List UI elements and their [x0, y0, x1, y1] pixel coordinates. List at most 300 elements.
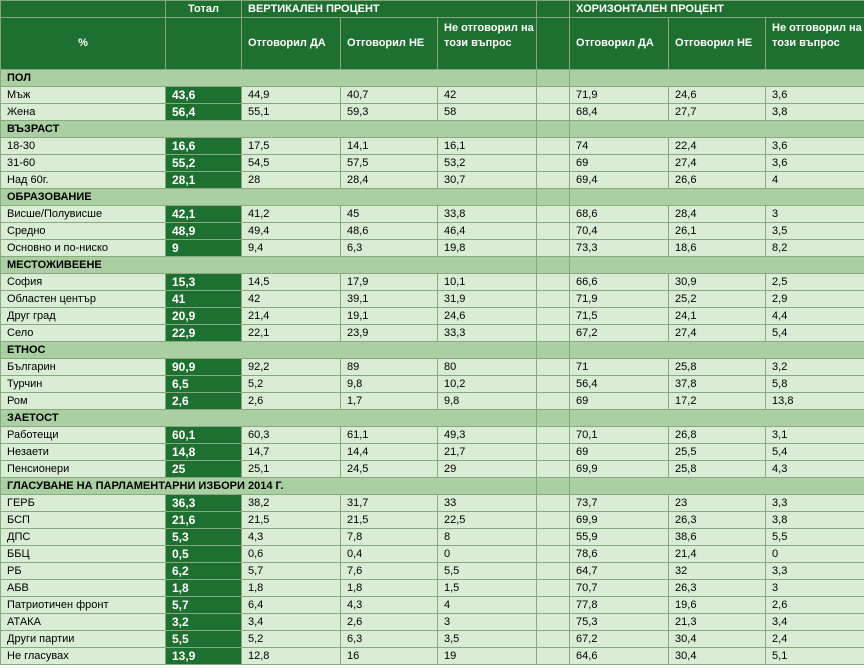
vertical-yes-cell: 60,3: [242, 427, 341, 444]
horizontal-na-cell: 4: [766, 172, 864, 189]
row-gap-cell: [537, 376, 570, 393]
horizontal-na-cell: 3,6: [766, 138, 864, 155]
vertical-no-cell: 40,7: [341, 87, 438, 104]
horizontal-yes-cell: 56,4: [570, 376, 669, 393]
horizontal-no-cell: 25,2: [669, 291, 766, 308]
horizontal-no-cell: 26,3: [669, 512, 766, 529]
vertical-no-cell: 28,4: [341, 172, 438, 189]
row-label: Над 60г.: [1, 172, 166, 189]
row-gap-cell: [537, 580, 570, 597]
vertical-no-cell: 57,5: [341, 155, 438, 172]
vertical-yes-cell: 55,1: [242, 104, 341, 121]
section-title: ЗАЕТОСТ: [1, 410, 537, 427]
row-gap-cell: [537, 240, 570, 257]
total-cell: 21,6: [166, 512, 242, 529]
table-row: [1, 614, 864, 631]
row-gap-cell: [537, 393, 570, 410]
horizontal-na-cell: 2,4: [766, 631, 864, 648]
row-label: Патриотичен фронт: [1, 597, 166, 614]
vertical-yes-cell: 4,3: [242, 529, 341, 546]
vertical-no-cell: 6,3: [341, 240, 438, 257]
row-gap-cell: [537, 563, 570, 580]
row-label: Не гласувах: [1, 648, 166, 665]
vertical-no-cell: 89: [341, 359, 438, 376]
vertical-no-header: Отговорил НЕ: [341, 18, 438, 70]
vertical-na-cell: 3,5: [438, 631, 537, 648]
total-subheader-empty: [166, 18, 242, 70]
vertical-na-cell: 53,2: [438, 155, 537, 172]
row-label: Работещи: [1, 427, 166, 444]
vertical-yes-cell: 42: [242, 291, 341, 308]
vertical-no-cell: 7,8: [341, 529, 438, 546]
section-header-row: [1, 70, 864, 87]
horizontal-no-cell: 30,4: [669, 631, 766, 648]
total-cell: 15,3: [166, 274, 242, 291]
horizontal-no-cell: 23: [669, 495, 766, 512]
vertical-no-cell: 23,9: [341, 325, 438, 342]
row-label: ГЕРБ: [1, 495, 166, 512]
row-gap-cell: [537, 512, 570, 529]
horizontal-yes-cell: 69,4: [570, 172, 669, 189]
table-row: [1, 427, 864, 444]
vertical-na-cell: 19,8: [438, 240, 537, 257]
vertical-no-cell: 39,1: [341, 291, 438, 308]
section-title: ЕТНОС: [1, 342, 537, 359]
horizontal-na-cell: 2,6: [766, 597, 864, 614]
row-gap-cell: [537, 648, 570, 665]
vertical-no-cell: 7,6: [341, 563, 438, 580]
total-cell: 2,6: [166, 393, 242, 410]
horizontal-na-cell: 8,2: [766, 240, 864, 257]
horizontal-na-cell: 2,5: [766, 274, 864, 291]
row-label: Незаети: [1, 444, 166, 461]
horizontal-no-cell: 26,8: [669, 427, 766, 444]
section-title: ОБРАЗОВАНИЕ: [1, 189, 537, 206]
row-gap-cell: [537, 308, 570, 325]
horizontal-na-cell: 3,6: [766, 87, 864, 104]
table-row: [1, 648, 864, 665]
row-label: БСП: [1, 512, 166, 529]
horizontal-yes-cell: 73,3: [570, 240, 669, 257]
table-row: [1, 138, 864, 155]
horizontal-na-cell: 4,3: [766, 461, 864, 478]
horizontal-na-cell: 3,5: [766, 223, 864, 240]
horizontal-na-cell: 5,8: [766, 376, 864, 393]
vertical-na-cell: 80: [438, 359, 537, 376]
table-row: [1, 563, 864, 580]
row-gap-cell: [537, 291, 570, 308]
row-gap-cell: [537, 359, 570, 376]
section-gap-cell: [537, 189, 570, 206]
row-label: Пенсионери: [1, 461, 166, 478]
table-row: [1, 597, 864, 614]
table-row: [1, 206, 864, 223]
vertical-na-cell: 8: [438, 529, 537, 546]
section-header-row: [1, 342, 864, 359]
horizontal-na-cell: 3,8: [766, 512, 864, 529]
vertical-no-cell: 14,4: [341, 444, 438, 461]
row-gap-cell: [537, 614, 570, 631]
vertical-na-cell: 30,7: [438, 172, 537, 189]
section-right-empty: [570, 257, 864, 274]
total-cell: 5,5: [166, 631, 242, 648]
header-gap-cell: [537, 1, 570, 18]
vertical-percent-header: ВЕРТИКАЛЕН ПРОЦЕНТ: [242, 1, 537, 18]
total-cell: 16,6: [166, 138, 242, 155]
row-label: ДПС: [1, 529, 166, 546]
vertical-na-cell: 49,3: [438, 427, 537, 444]
row-gap-cell: [537, 427, 570, 444]
table-row: [1, 223, 864, 240]
row-label: Други партии: [1, 631, 166, 648]
row-label: Ром: [1, 393, 166, 410]
section-gap-cell: [537, 478, 570, 495]
horizontal-no-header: Отговорил НЕ: [669, 18, 766, 70]
vertical-no-cell: 9,8: [341, 376, 438, 393]
horizontal-na-cell: 2,9: [766, 291, 864, 308]
horizontal-no-cell: 24,1: [669, 308, 766, 325]
vertical-na-cell: 33,8: [438, 206, 537, 223]
vertical-no-cell: 24,5: [341, 461, 438, 478]
horizontal-no-cell: 25,5: [669, 444, 766, 461]
vertical-na-cell: 5,5: [438, 563, 537, 580]
row-label: РБ: [1, 563, 166, 580]
vertical-yes-cell: 12,8: [242, 648, 341, 665]
total-cell: 13,9: [166, 648, 242, 665]
vertical-na-cell: 33: [438, 495, 537, 512]
total-cell: 28,1: [166, 172, 242, 189]
section-right-empty: [570, 121, 864, 138]
horizontal-yes-cell: 71,9: [570, 291, 669, 308]
horizontal-no-cell: 27,7: [669, 104, 766, 121]
vertical-na-cell: 46,4: [438, 223, 537, 240]
total-cell: 14,8: [166, 444, 242, 461]
horizontal-yes-cell: 68,4: [570, 104, 669, 121]
section-title: МЕСТОЖИВЕЕНЕ: [1, 257, 537, 274]
vertical-yes-cell: 5,2: [242, 376, 341, 393]
row-label: Основно и по-ниско: [1, 240, 166, 257]
vertical-yes-cell: 2,6: [242, 393, 341, 410]
vertical-yes-cell: 9,4: [242, 240, 341, 257]
row-gap-cell: [537, 104, 570, 121]
row-label: София: [1, 274, 166, 291]
horizontal-no-cell: 25,8: [669, 359, 766, 376]
table-row: [1, 104, 864, 121]
total-cell: 3,2: [166, 614, 242, 631]
horizontal-yes-header: Отговорил ДА: [570, 18, 669, 70]
vertical-no-cell: 16: [341, 648, 438, 665]
row-label: Областен център: [1, 291, 166, 308]
horizontal-yes-cell: 67,2: [570, 325, 669, 342]
row-label: Мъж: [1, 87, 166, 104]
row-label: 31-60: [1, 155, 166, 172]
vertical-yes-cell: 5,2: [242, 631, 341, 648]
horizontal-no-cell: 37,8: [669, 376, 766, 393]
horizontal-no-cell: 17,2: [669, 393, 766, 410]
table-row: [1, 274, 864, 291]
header-row-columns: [1, 18, 864, 70]
section-title: ГЛАСУВАНЕ НА ПАРЛАМЕНТАРНИ ИЗБОРИ 2014 Г.: [1, 478, 537, 495]
section-right-empty: [570, 189, 864, 206]
table-row: [1, 359, 864, 376]
horizontal-yes-cell: 71: [570, 359, 669, 376]
horizontal-na-cell: 3,3: [766, 495, 864, 512]
vertical-yes-cell: 21,4: [242, 308, 341, 325]
row-gap-cell: [537, 529, 570, 546]
horizontal-no-cell: 25,8: [669, 461, 766, 478]
vertical-na-cell: 9,8: [438, 393, 537, 410]
section-gap-cell: [537, 70, 570, 87]
horizontal-no-cell: 30,4: [669, 648, 766, 665]
section-gap-cell: [537, 257, 570, 274]
vertical-na-header: Не отговорил на този въпрос: [438, 18, 537, 70]
horizontal-yes-cell: 69,9: [570, 461, 669, 478]
horizontal-percent-header: ХОРИЗОНТАЛЕН ПРОЦЕНТ: [570, 1, 864, 18]
horizontal-yes-cell: 68,6: [570, 206, 669, 223]
section-right-empty: [570, 342, 864, 359]
horizontal-yes-cell: 69: [570, 155, 669, 172]
total-cell: 90,9: [166, 359, 242, 376]
total-cell: 0,5: [166, 546, 242, 563]
row-gap-cell: [537, 546, 570, 563]
table-row: [1, 376, 864, 393]
section-title: ПОЛ: [1, 70, 537, 87]
vertical-yes-cell: 1,8: [242, 580, 341, 597]
vertical-yes-cell: 41,2: [242, 206, 341, 223]
vertical-no-cell: 4,3: [341, 597, 438, 614]
horizontal-yes-cell: 69: [570, 444, 669, 461]
vertical-yes-cell: 49,4: [242, 223, 341, 240]
horizontal-na-cell: 3,1: [766, 427, 864, 444]
percent-header: %: [1, 18, 166, 70]
vertical-na-cell: 21,7: [438, 444, 537, 461]
row-label: 18-30: [1, 138, 166, 155]
vertical-na-cell: 29: [438, 461, 537, 478]
vertical-yes-cell: 28: [242, 172, 341, 189]
horizontal-na-cell: 5,4: [766, 444, 864, 461]
horizontal-yes-cell: 71,5: [570, 308, 669, 325]
vertical-no-cell: 0,4: [341, 546, 438, 563]
vertical-yes-cell: 54,5: [242, 155, 341, 172]
vertical-no-cell: 17,9: [341, 274, 438, 291]
horizontal-no-cell: 38,6: [669, 529, 766, 546]
table-body: [1, 70, 864, 665]
horizontal-no-cell: 26,1: [669, 223, 766, 240]
row-gap-cell: [537, 444, 570, 461]
row-label: Българин: [1, 359, 166, 376]
horizontal-no-cell: 26,3: [669, 580, 766, 597]
vertical-yes-cell: 22,1: [242, 325, 341, 342]
horizontal-na-cell: 3,2: [766, 359, 864, 376]
horizontal-yes-cell: 55,9: [570, 529, 669, 546]
section-right-empty: [570, 410, 864, 427]
vertical-no-cell: 1,8: [341, 580, 438, 597]
horizontal-na-header: Не отговорил на този въпрос: [766, 18, 864, 70]
vertical-yes-cell: 21,5: [242, 512, 341, 529]
table-row: [1, 291, 864, 308]
vertical-no-cell: 6,3: [341, 631, 438, 648]
total-cell: 56,4: [166, 104, 242, 121]
vertical-na-cell: 4: [438, 597, 537, 614]
vertical-yes-cell: 44,9: [242, 87, 341, 104]
horizontal-na-cell: 5,5: [766, 529, 864, 546]
row-label: АБВ: [1, 580, 166, 597]
row-gap-cell: [537, 597, 570, 614]
horizontal-yes-cell: 64,7: [570, 563, 669, 580]
horizontal-yes-cell: 70,1: [570, 427, 669, 444]
row-gap-cell: [537, 206, 570, 223]
horizontal-na-cell: 5,1: [766, 648, 864, 665]
vertical-yes-cell: 6,4: [242, 597, 341, 614]
horizontal-yes-cell: 67,2: [570, 631, 669, 648]
horizontal-no-cell: 26,6: [669, 172, 766, 189]
row-gap-cell: [537, 274, 570, 291]
horizontal-no-cell: 18,6: [669, 240, 766, 257]
vertical-no-cell: 45: [341, 206, 438, 223]
row-gap-cell: [537, 325, 570, 342]
horizontal-yes-cell: 73,7: [570, 495, 669, 512]
horizontal-yes-cell: 74: [570, 138, 669, 155]
horizontal-yes-cell: 69,9: [570, 512, 669, 529]
vertical-na-cell: 19: [438, 648, 537, 665]
table-row: [1, 512, 864, 529]
table-row: [1, 172, 864, 189]
vertical-no-cell: 61,1: [341, 427, 438, 444]
section-title: ВЪЗРАСТ: [1, 121, 537, 138]
total-cell: 5,3: [166, 529, 242, 546]
total-cell: 1,8: [166, 580, 242, 597]
vertical-na-cell: 0: [438, 546, 537, 563]
vertical-no-cell: 19,1: [341, 308, 438, 325]
section-header-row: [1, 257, 864, 274]
horizontal-yes-cell: 75,3: [570, 614, 669, 631]
total-cell: 20,9: [166, 308, 242, 325]
row-label: Село: [1, 325, 166, 342]
section-header-row: [1, 410, 864, 427]
section-header-row: [1, 189, 864, 206]
vertical-no-cell: 48,6: [341, 223, 438, 240]
table-row: [1, 308, 864, 325]
vertical-na-cell: 42: [438, 87, 537, 104]
table-row: [1, 325, 864, 342]
horizontal-yes-cell: 66,6: [570, 274, 669, 291]
vertical-yes-cell: 5,7: [242, 563, 341, 580]
horizontal-na-cell: 3,3: [766, 563, 864, 580]
vertical-yes-cell: 0,6: [242, 546, 341, 563]
vertical-yes-cell: 17,5: [242, 138, 341, 155]
row-gap-cell: [537, 87, 570, 104]
horizontal-yes-cell: 78,6: [570, 546, 669, 563]
horizontal-no-cell: 27,4: [669, 325, 766, 342]
horizontal-na-cell: 5,4: [766, 325, 864, 342]
section-header-row: [1, 478, 864, 495]
vertical-na-cell: 3: [438, 614, 537, 631]
vertical-yes-cell: 38,2: [242, 495, 341, 512]
vertical-no-cell: 1,7: [341, 393, 438, 410]
horizontal-no-cell: 28,4: [669, 206, 766, 223]
row-gap-cell: [537, 495, 570, 512]
horizontal-no-cell: 21,3: [669, 614, 766, 631]
horizontal-yes-cell: 77,8: [570, 597, 669, 614]
row-gap-cell: [537, 631, 570, 648]
horizontal-na-cell: 0: [766, 546, 864, 563]
total-cell: 41: [166, 291, 242, 308]
total-cell: 5,7: [166, 597, 242, 614]
horizontal-no-cell: 32: [669, 563, 766, 580]
horizontal-na-cell: 3,8: [766, 104, 864, 121]
horizontal-no-cell: 22,4: [669, 138, 766, 155]
row-gap-cell: [537, 223, 570, 240]
horizontal-yes-cell: 71,9: [570, 87, 669, 104]
vertical-yes-cell: 14,7: [242, 444, 341, 461]
section-gap-cell: [537, 121, 570, 138]
total-cell: 6,5: [166, 376, 242, 393]
table-row: [1, 444, 864, 461]
row-label: ББЦ: [1, 546, 166, 563]
horizontal-na-cell: 13,8: [766, 393, 864, 410]
horizontal-no-cell: 21,4: [669, 546, 766, 563]
horizontal-na-cell: 3: [766, 580, 864, 597]
horizontal-na-cell: 3,6: [766, 155, 864, 172]
vertical-no-cell: 59,3: [341, 104, 438, 121]
vertical-yes-cell: 3,4: [242, 614, 341, 631]
vertical-na-cell: 16,1: [438, 138, 537, 155]
section-header-row: [1, 121, 864, 138]
table-row: [1, 580, 864, 597]
row-label: Средно: [1, 223, 166, 240]
vertical-na-cell: 58: [438, 104, 537, 121]
table-row: [1, 461, 864, 478]
vertical-yes-cell: 92,2: [242, 359, 341, 376]
table-row: [1, 240, 864, 257]
total-cell: 43,6: [166, 87, 242, 104]
table-row: [1, 155, 864, 172]
total-cell: 22,9: [166, 325, 242, 342]
vertical-no-cell: 21,5: [341, 512, 438, 529]
row-label: Висше/Полувисше: [1, 206, 166, 223]
horizontal-na-cell: 3,4: [766, 614, 864, 631]
table-row: [1, 87, 864, 104]
total-cell: 6,2: [166, 563, 242, 580]
header-empty-cell: [1, 1, 166, 18]
row-gap-cell: [537, 138, 570, 155]
vertical-na-cell: 1,5: [438, 580, 537, 597]
vertical-yes-header: Отговорил ДА: [242, 18, 341, 70]
horizontal-yes-cell: 70,4: [570, 223, 669, 240]
row-label: АТАКА: [1, 614, 166, 631]
vertical-na-cell: 22,5: [438, 512, 537, 529]
vertical-na-cell: 24,6: [438, 308, 537, 325]
vertical-yes-cell: 14,5: [242, 274, 341, 291]
section-right-empty: [570, 70, 864, 87]
row-label: Жена: [1, 104, 166, 121]
horizontal-yes-cell: 69: [570, 393, 669, 410]
row-gap-cell: [537, 155, 570, 172]
total-cell: 9: [166, 240, 242, 257]
table-row: [1, 495, 864, 512]
vertical-yes-cell: 25,1: [242, 461, 341, 478]
vertical-na-cell: 33,3: [438, 325, 537, 342]
total-cell: 25: [166, 461, 242, 478]
row-gap-cell: [537, 461, 570, 478]
section-gap-cell: [537, 410, 570, 427]
table-row: [1, 546, 864, 563]
total-cell: 42,1: [166, 206, 242, 223]
row-gap-cell: [537, 172, 570, 189]
total-header: Тотал: [166, 1, 242, 18]
vertical-na-cell: 31,9: [438, 291, 537, 308]
vertical-no-cell: 31,7: [341, 495, 438, 512]
